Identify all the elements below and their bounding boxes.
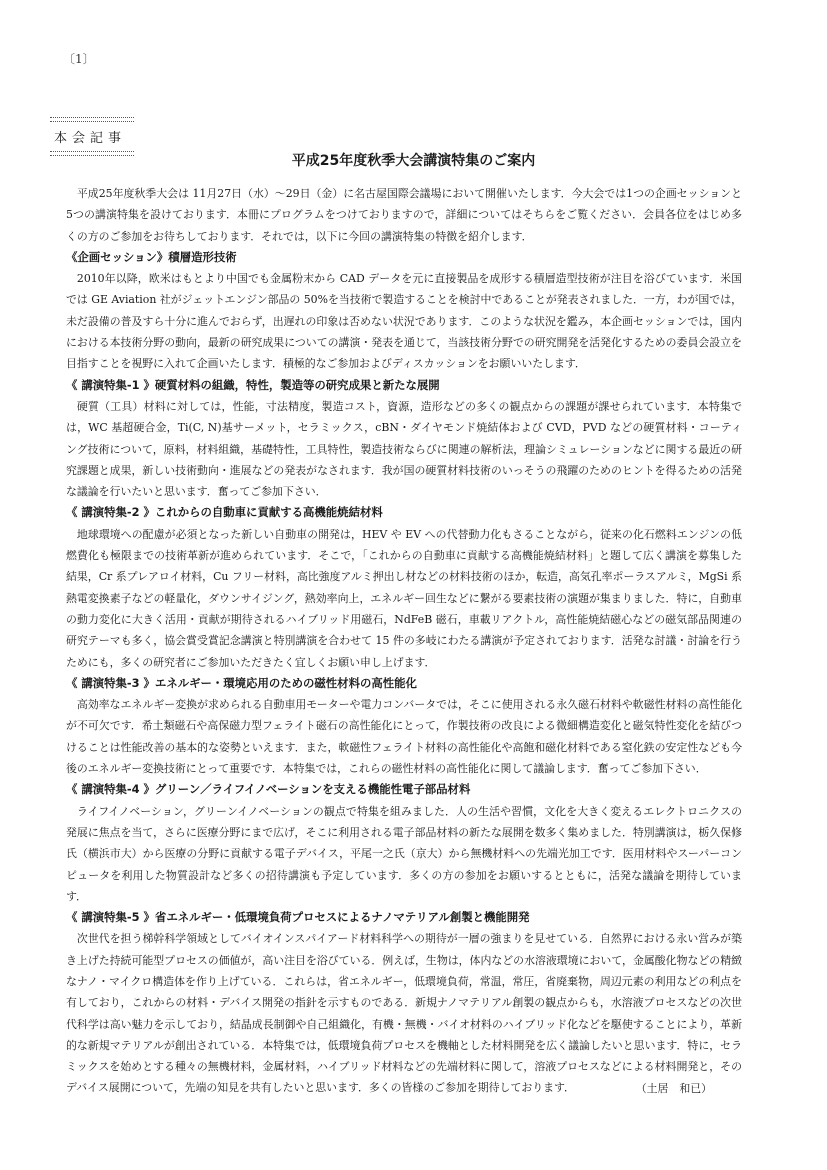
section-heading-special-5: 《 講演特集-5 》省エネルギー・低環境負荷プロセスによるナノマテリアル創製と機能開発 [66, 910, 530, 925]
section-heading-special-1: 《 講演特集-1 》硬質材料の組織，特性，製造等の研究成果と新たな展開 [66, 377, 440, 392]
article-body [66, 183, 742, 1099]
author-signature: （土居 和已） [635, 1081, 712, 1095]
section-body-planning-session: 2010年以降，欧米はもとより中国でも金属粉末から CAD データを元に直接製品を成形する積層造型技術が注目を浴びています．米国では GE Aviation 社がジェットエンジン部品の 50%を当技術で製造することを検討中であることが発表されました．一方，わが国では，未だ設備の普及すら十分に進んでおらず，出遅れの印象は否めない状況であります．このような状況を鑑み，本企画セッションでは，国内における本技術分野の動向，最新の研究成果についての講演・発表を通じて，当該技術分野での研究開発を活発化するための委員会設立を目指すことを視野に入れて企画いたします．積極的なご参加およびディスカッションをお願いいたします． [66, 272, 742, 371]
section-body-special-2: 地球環境への配慮が必須となった新しい自動車の開発は，HEV や EV への代替動力化もさることながら，従来の化石燃料エンジンの低燃費化も極限までの技術革新が進められています．そこで，「これからの自動車に貢献する高機能焼結材料」と題して広く講演を募集した結果，Cr 系プレアロイ材料，Cu フリー材料，高比強度アルミ押出し材などの材料技術のほか，転造，高気孔率ポーラスアルミ，MgSi 系熱電変換素子などの軽量化，ダウンサイジング，熱効率向上，エネルギー回生などに繋がる要素技術の演題が集まりました．特に，自動車の動力変化に大きく活用・貢献が期待されるハイブリッド用磁石，NdFeB 磁石，車載リアクトル，高性能焼結磁心などの磁気部品関連の研究テーマも多く，協会賞受賞記念講演と特別講演を合わせて 15 件の多岐にわたる講演が予定されております．活発な討議・討論を行うためにも，多くの研究者にご参加いただきたく宜しくお願い申し上げます． [66, 527, 742, 669]
section-body-special-3: 高効率なエネルギー変換が求められる自動車用モーターや電力コンバータでは，そこに使用される永久磁石材料や軟磁性材料の高性能化が不可欠です．希土類磁石や高保磁力型フェライト磁石の高性能化にとって，作製技術の改良による微細構造変化と磁気特性変化を結びつけることは性能改善の基本的な姿勢といえます．また，軟磁性フェライト材料の高性能化や高飽和磁化材料である窒化鉄の安定性なども今後のエネルギー変換技術にとって重要です．本特集では，これらの磁性材料の高性能化に関して議論します．奮ってご参加下さい． [66, 698, 742, 776]
section-body-special-5: 次世代を担う梯幹科学領域としてバイオインスパイアード材料科学への期待が一層の強まりを見せている．自然界における永い営みが築き上げた持続可能型プロセスの価値が，高い注目を浴びている．例えば，生物は，体内などの水溶液環境において，金属酸化物などの精緻なナノ・マイクロ構造体を作り上げている．これらは，省エネルギー，低環境負荷，常温，常圧，省廃棄物，周辺元素の利用などの利点を有しており，これからの材料・デバイス開発の指針を示すものである．新規ナノマテリアル創製の観点からも，水溶液プロセスなどの次世代科学は高い魅力を示しており，結晶成長制御や自己組織化，有機・無機・バイオ材料のハイブリッド化などを駆使することにより，革新的な新規マテリアルが創出されている．本特集では，低環境負荷プロセスを機軸とした材料開発を広く議論したいと思います．特に，セラミックスを始めとする種々の無機材料，金属材料，ハイブリッド材料などの先端材料に関して，溶液プロセスなどによる材料開発と，そのデバイス展開について，先端の知見を共有したいと思います．多くの皆様のご参加を期待しております． [66, 932, 742, 1095]
section-heading-special-2: 《 講演特集-2 》これからの自動車に貢献する高機能焼結材料 [66, 505, 383, 520]
page-number: 〔1〕 [63, 52, 95, 66]
section-heading-special-4: 《 講演特集-4 》グリーン／ライフイノベーションを支える機能性電子部品材料 [66, 782, 471, 797]
section-label: 本会記事 [54, 131, 127, 146]
section-body-special-1: 硬質（工具）材料に対しては，性能，寸法精度，製造コスト，資源，造形などの多くの観点からの課題が課せられています．本特集では，WC 基超硬合金，Ti(C, N)基サーメット，セラミックス，cBN・ダイヤモンド焼結体および CVD，PVD などの硬質材料・コーティング技術について，原料，材料組織，基礎特性，工具特性，製造技術ならびに関連の解析法，理論シミュレーションなどに関する最近の研究課題と成果，新しい技術動向・進展などの発表がなされます．我が国の硬質材料技術のいっそうの飛躍のためのヒントを得るための活発な議論を行いたいと思います．奮ってご参加下さい． [66, 399, 742, 499]
intro-paragraph: 平成25年度秋季大会は 11月27日（水）～29日（金）に名古屋国際会議場において開催いたします．今大会では1つの企画セッションと5つの講演特集を設けております．本冊にプログラムをつけておりますので，詳細についてはそちらをご覧ください．会員各位をはじめ多くの方のご参加をお待ちしております．それでは，以下に今回の講演特集の特徴を紹介します． [66, 187, 742, 243]
section-heading-special-3: 《 講演特集-3 》エネルギー・環境応用のための磁性材料の高性能化 [66, 675, 417, 690]
section-body-special-4: ライフイノベーション，グリーンイノベーションの観点で特集を組みました．人の生活や習慣，文化を大きく変えるエレクトロニクスの発展に焦点を当て，さらに医療分野にまで広げ，そこに利用される電子部品材料の新たな展開を数多く集めました．特別講演は，栃久保修氏（横浜市大）から医療の分野に貢献する電子デバイス，平尾一之氏（京大）から無機材料への先端光加工です．医用材料やスーパーコンピュータを利用した物質設計など多くの招待講演も予定しています．多くの方の参加をお願いするとともに，活発な議論を期待しています． [66, 804, 742, 903]
section-heading-planning-session: 《企画セッション》積層造形技術 [66, 249, 237, 264]
page-title: 平成25年度秋季大会講演特集のご案内 [291, 153, 536, 169]
